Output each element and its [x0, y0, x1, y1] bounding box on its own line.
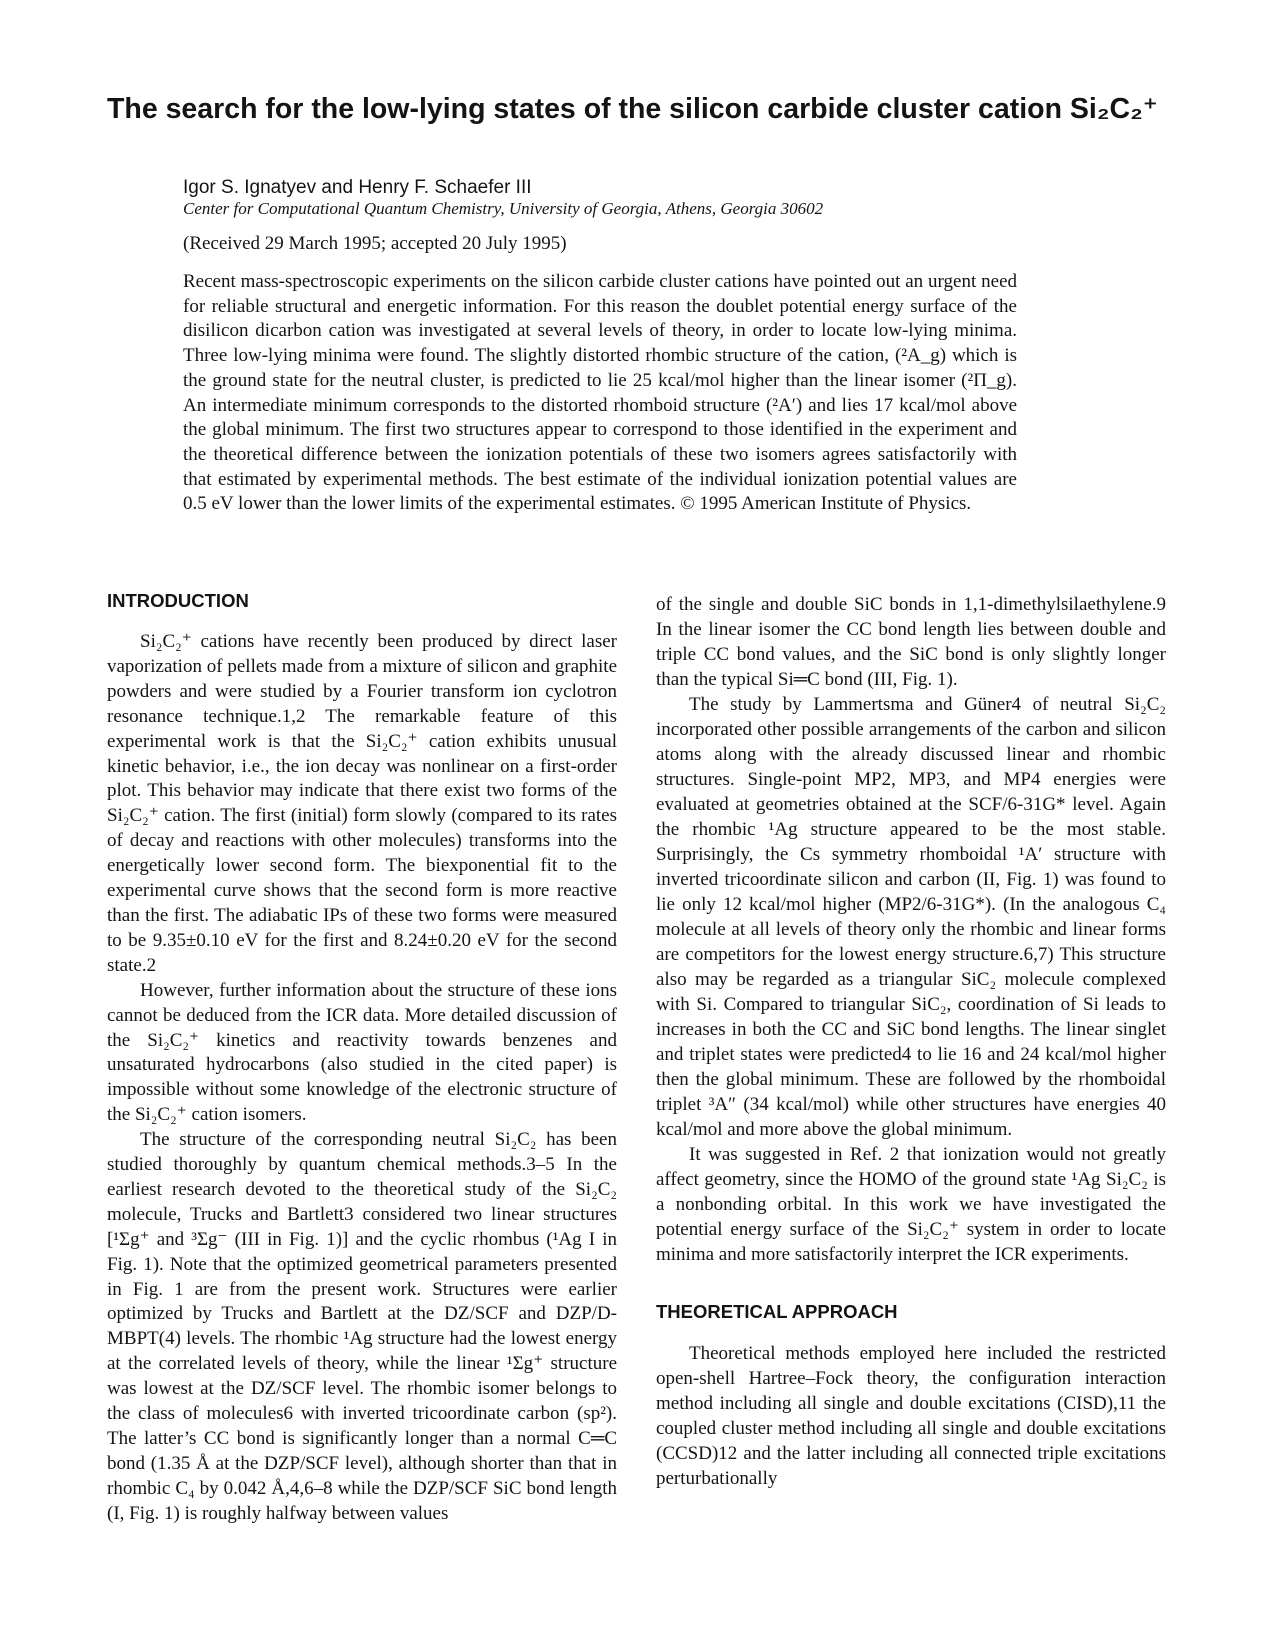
- paragraph: It was suggested in Ref. 2 that ionization would not greatly affect geometry, since the HOMO of the ground state ¹Ag Si₂C₂ is a nonbonding orbital. In this work we have investigated the potential energy surface of the Si₂C₂⁺ system in order to locate minima and more satisfactorily interpret the ICR experiments.: [656, 1144, 1166, 1265]
- abstract: Recent mass-spectroscopic experiments on the silicon carbide cluster cations have pointed out an urgent need for reliable structural and energetic information. For this reason the doublet potential energy surface of the disilicon dicarbon cation was investigated at several levels of theory, in order to locate low-lying minima. Three low-lying minima were found. The slightly distorted rhombic structure of the cation, (²A_g) which is the ground state for the neutral cluster, is predicted to lie 25 kcal/mol higher than the linear isomer (²Π_g). An intermediate minimum corresponds to the distorted rhomboid structure (²A′) and lies 17 kcal/mol above the global minimum. The first two structures appear to correspond to those identified in the experiment and the theoretical difference between the ionization potentials of these two isomers agrees satisfactorily with that estimated by experimental methods. The best estimate of the individual ionization potential values are 0.5 eV lower than the lower limits of the experimental estimates. © 1995 American Institute of Physics.: [183, 271, 1017, 515]
- paragraph: The study by Lammertsma and Güner4 of neutral Si₂C₂ incorporated other possible arrangements of the carbon and silicon atoms along with the already discussed linear and rhombic structures. Single-point MP2, MP3, and MP4 energies were evaluated at geometries obtained at the SCF/6-31G* level. Again the rhombic ¹Ag structure appeared to be the most stable. Surprisingly, the Cs symmetry rhomboidal ¹A′ structure with inverted tricoordinate silicon and carbon (II, Fig. 1) was found to lie only 12 kcal/mol higher (MP2/6-31G*). (In the analogous C₄ molecule at all levels of theory only the rhombic and linear forms are competitors for the lowest energy structure.6,7) This structure also may be regarded as a triangular SiC₂ molecule complexed with Si. Compared to triangular SiC₂, coordination of Si leads to increases in both the CC and SiC bond lengths. The linear singlet and triplet states were predicted4 to lie 16 and 24 kcal/mol higher then the global minimum. These are followed by the rhomboidal triplet ³A″ (34 kcal/mol) while other structures have energies 40 kcal/mol and more above the global minimum.: [656, 694, 1166, 1140]
- affiliation: Center for Computational Quantum Chemistry, University of Georgia, Athens, Georgia 30602: [183, 199, 824, 218]
- paper-title: The search for the low-lying states of the silicon carbide cluster cation Si₂C₂⁺: [107, 93, 1158, 125]
- right-column: [656, 592, 1166, 1491]
- paragraph: The structure of the corresponding neutral Si₂C₂ has been studied thoroughly by quantum chemical methods.3–5 In the earliest research devoted to the theoretical study of the Si₂C₂ molecule, Trucks and Bartlett3 considered two linear structures [¹Σg⁺ and ³Σg⁻ (III in Fig. 1)] and the cyclic rhombus (¹Ag I in Fig. 1). Note that the optimized geometrical parameters presented in Fig. 1 are from the present work. Structures were earlier optimized by Trucks and Bartlett at the DZ/SCF and DZP/D-MBPT(4) levels. The rhombic ¹Ag structure had the lowest energy at the correlated levels of theory, while the linear ¹Σg⁺ structure was lowest at the DZ/SCF level. The rhombic isomer belongs to the class of molecules6 with inverted tricoordinate carbon (sp²). The latter’s CC bond is significantly longer than a normal C═C bond (1.35 Å at the DZP/SCF level), although shorter than that in rhombic C₄ by 0.042 Å,4,6–8 while the DZP/SCF SiC bond length (I, Fig. 1) is roughly halfway between values: [107, 1129, 617, 1524]
- section-heading-introduction: INTRODUCTION: [107, 590, 249, 611]
- authors: Igor S. Ignatyev and Henry F. Schaefer III: [183, 177, 532, 198]
- received-dates: (Received 29 March 1995; accepted 20 July 1995): [183, 233, 567, 254]
- paragraph: However, further information about the structure of these ions cannot be deduced from the ICR data. More detailed discussion of the Si₂C₂⁺ kinetics and reactivity towards benzenes and unsaturated hydrocarbons (also studied in the cited paper) is impossible without some knowledge of the electronic structure of the Si₂C₂⁺ cation isomers.: [107, 979, 617, 1126]
- section-heading-theoretical-approach: THEORETICAL APPROACH: [656, 1301, 898, 1322]
- paragraph: of the single and double SiC bonds in 1,1-dimethylsilaethylene.9 In the linear isomer the CC bond length lies between double and triple CC bond values, and the SiC bond is only slightly longer than the typical Si═C bond (III, Fig. 1).: [656, 594, 1166, 690]
- left-column: [107, 590, 617, 1527]
- paragraph: Si₂C₂⁺ cations have recently been produced by direct laser vaporization of pellets made from a mixture of silicon and graphite powders and were studied by a Fourier transform ion cyclotron resonance technique.1,2 The remarkable feature of this experimental work is that the Si₂C₂⁺ cation exhibits unusual kinetic behavior, i.e., the ion decay was nonlinear on a first-order plot. This behavior may indicate that there exist two forms of the Si₂C₂⁺ cation. The first (initial) form slowly (compared to its rates of decay and reactions with other molecules) transforms into the energetically lower second form. The biexponential fit to the experimental curve shows that the second form is more reactive than the first. The adiabatic IPs of these two forms were measured to be 9.35±0.10 eV for the first and 8.24±0.20 eV for the second state.2: [107, 631, 617, 976]
- paragraph: Theoretical methods employed here included the restricted open-shell Hartree–Fock theory, the configuration interaction method including all single and double excitations (CISD),11 the coupled cluster method including all single and double excitations (CCSD)12 and the latter including all connected triple excitations perturbationally: [656, 1343, 1166, 1489]
